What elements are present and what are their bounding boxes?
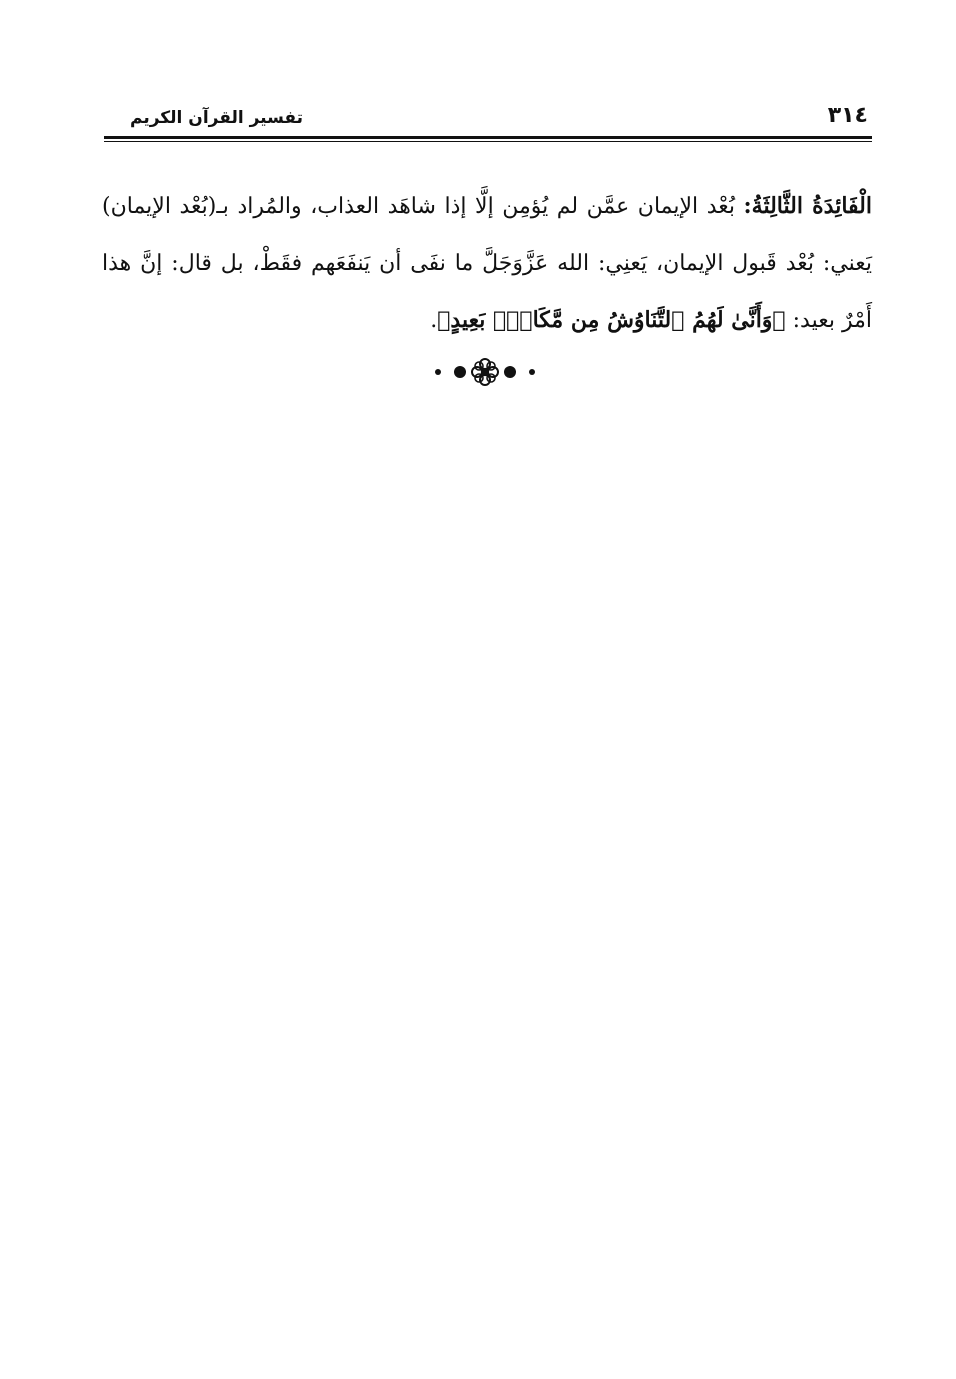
paragraph bbox=[102, 178, 872, 349]
ornament-dot-small-left bbox=[435, 369, 441, 375]
ornament-dot-small-right bbox=[529, 369, 535, 375]
page-header bbox=[104, 100, 872, 134]
header-rule-thin bbox=[104, 141, 872, 142]
book-title: تفسير القرآن الكريم bbox=[130, 108, 304, 128]
section-heading: الْفَائِدَةُ الثَّالِثَةُ: bbox=[743, 193, 872, 219]
paragraph-text: بُعْد الإيمان عمَّن لم يُؤمِن إلَّا إذا شاهَد العذاب، والمُراد بـ(بُعْد الإيمان) يَعني: بُعْد قَبول الإيمان، يَعنِي: الله عَزَّوَجَلَّ ما نفَى أن يَنفَعَهم فقَطْ، بل قال: إنَّ هذا أَمْرٌ بعيد: bbox=[102, 194, 872, 333]
quran-verse: ﴿وَأَنَّىٰ لَهُمُ ٱلتَّنَاوُشُ مِن مَّكَانِۭ بَعِيدٍ﴾ bbox=[437, 307, 786, 333]
ornament-dot-large-left bbox=[454, 366, 466, 378]
paragraph-end: . bbox=[430, 308, 438, 333]
header-rule-thick bbox=[104, 136, 872, 139]
flower-ornament-icon bbox=[472, 359, 498, 385]
section-divider-ornament bbox=[420, 352, 550, 392]
page-number: ٣١٤ bbox=[827, 103, 868, 128]
ornament-dot-large-right bbox=[504, 366, 516, 378]
body-paragraph bbox=[102, 178, 872, 349]
